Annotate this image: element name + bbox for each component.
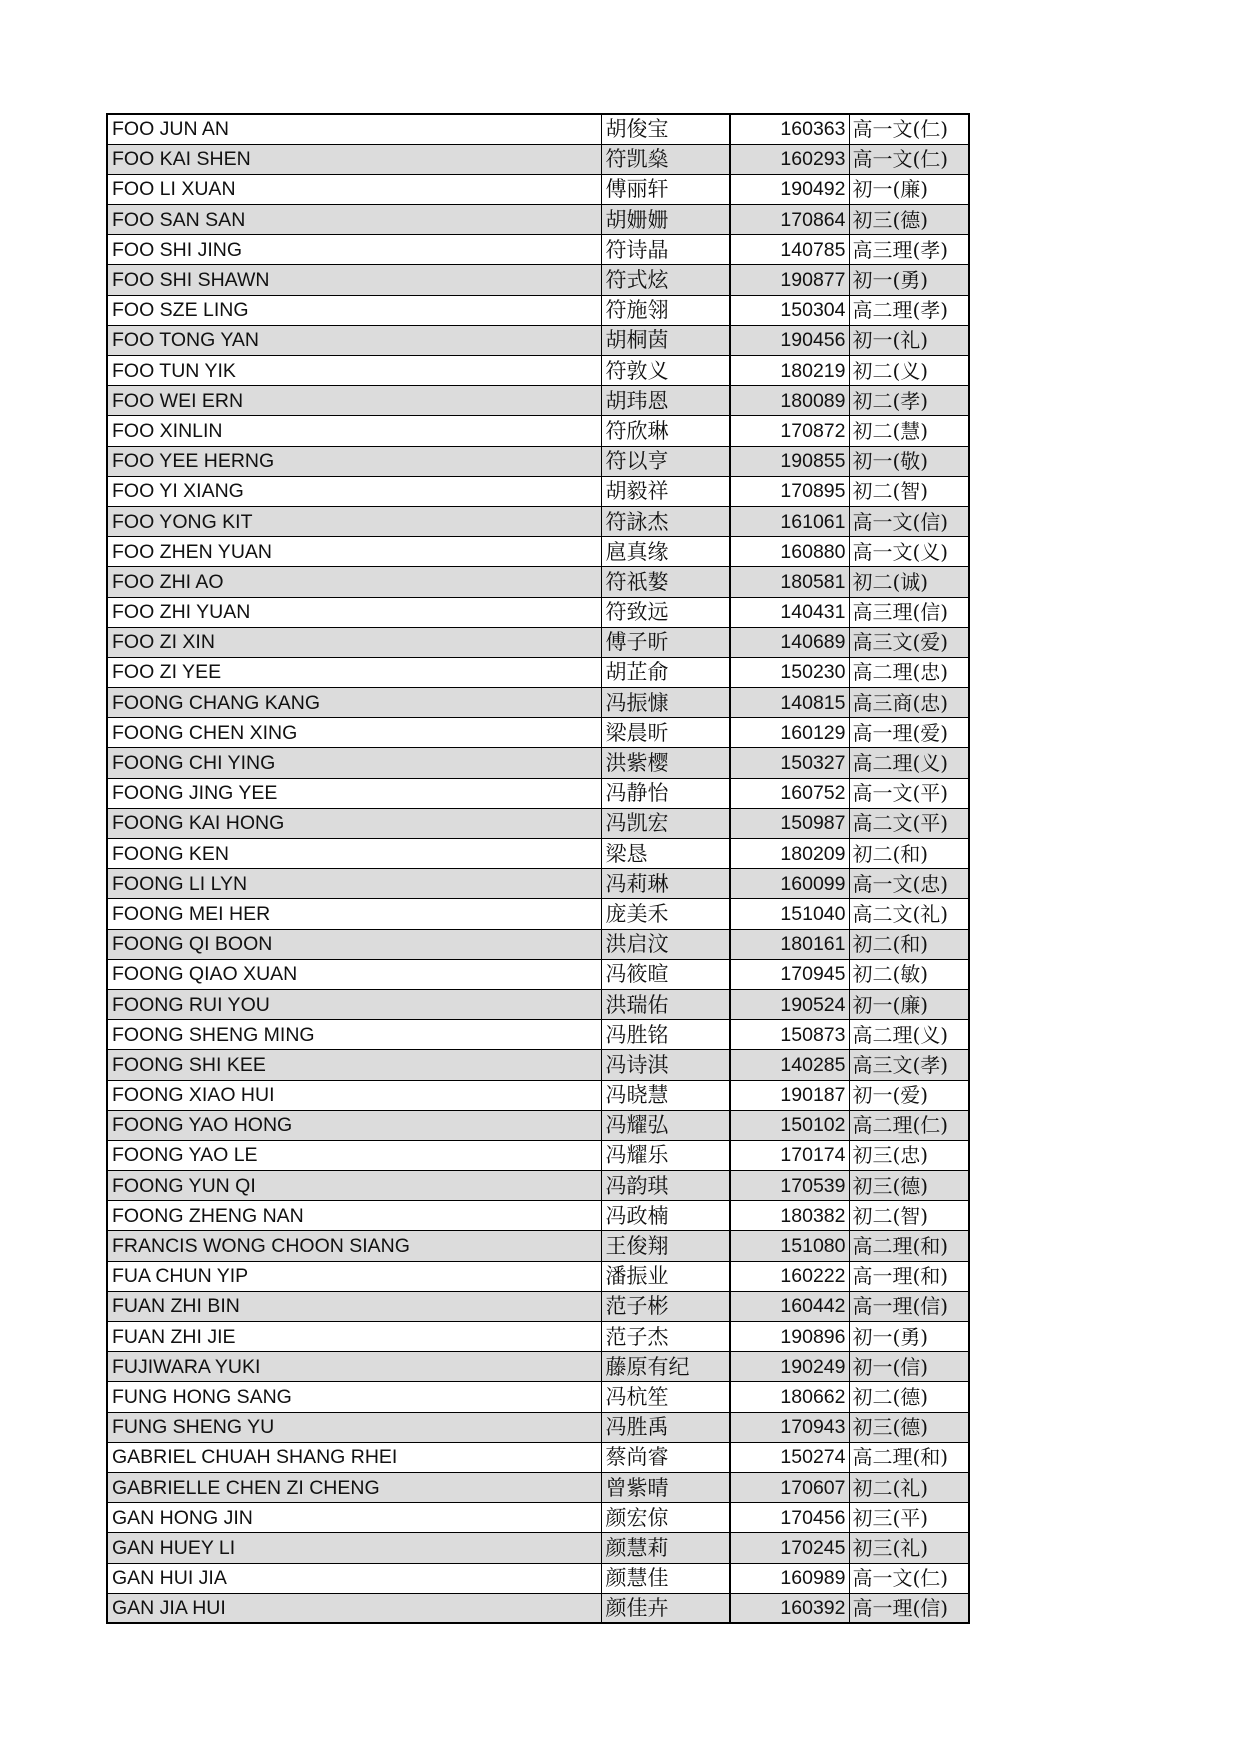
table-row: [107, 929, 969, 959]
class-cell: 初一(敬): [849, 446, 969, 476]
student-name-cell: FUAN ZHI JIE: [107, 1322, 601, 1352]
student-name-cell: GAN HONG JIN: [107, 1503, 601, 1533]
table-row: [107, 1291, 969, 1321]
class-cell: 初二(德): [849, 1382, 969, 1412]
class-cell: 初二(慧): [849, 416, 969, 446]
student-id-cell: 150327: [730, 748, 849, 778]
table-row: [107, 627, 969, 657]
table-row: [107, 386, 969, 416]
student-name-cell: FOONG LI LYN: [107, 869, 601, 899]
student-name-cell: FOONG CHANG KANG: [107, 688, 601, 718]
table-row: [107, 144, 969, 174]
class-cell: 高一理(信): [849, 1291, 969, 1321]
student-id-cell: 170872: [730, 416, 849, 446]
table-row: [107, 114, 969, 144]
table-row: [107, 1140, 969, 1170]
chinese-name-cell: 符詠杰: [601, 506, 730, 536]
table-row: [107, 356, 969, 386]
table-row: [107, 537, 969, 567]
chinese-name-cell: 胡桐茵: [601, 325, 730, 355]
student-id-cell: 170864: [730, 205, 849, 235]
student-name-cell: FOO YI XIANG: [107, 476, 601, 506]
class-cell: 高二理(和): [849, 1442, 969, 1472]
table-row: [107, 1231, 969, 1261]
table-row: [107, 1171, 969, 1201]
student-name-cell: FOO ZI XIN: [107, 627, 601, 657]
class-cell: 高二理(仁): [849, 1110, 969, 1140]
class-cell: 高三理(信): [849, 597, 969, 627]
class-cell: 高一文(义): [849, 537, 969, 567]
chinese-name-cell: 洪启汶: [601, 929, 730, 959]
class-cell: 初三(德): [849, 1171, 969, 1201]
class-cell: 高三文(爱): [849, 627, 969, 657]
class-cell: 初三(平): [849, 1503, 969, 1533]
table-row: [107, 657, 969, 687]
chinese-name-cell: 冯晓慧: [601, 1080, 730, 1110]
class-cell: 初二(诚): [849, 567, 969, 597]
student-id-cell: 150230: [730, 657, 849, 687]
class-cell: 初一(信): [849, 1352, 969, 1382]
chinese-name-cell: 洪紫樱: [601, 748, 730, 778]
chinese-name-cell: 胡玮恩: [601, 386, 730, 416]
student-name-cell: FOO ZHI AO: [107, 567, 601, 597]
class-cell: 初二(和): [849, 929, 969, 959]
table-row: [107, 1593, 969, 1623]
student-name-cell: FOO KAI SHEN: [107, 144, 601, 174]
student-id-cell: 150102: [730, 1110, 849, 1140]
student-id-cell: 170945: [730, 959, 849, 989]
chinese-name-cell: 胡俊宝: [601, 114, 730, 144]
table-row: [107, 1322, 969, 1352]
student-name-cell: FOO TUN YIK: [107, 356, 601, 386]
class-cell: 高一文(平): [849, 778, 969, 808]
student-name-cell: FOONG YUN QI: [107, 1171, 601, 1201]
student-name-cell: FOO ZHI YUAN: [107, 597, 601, 627]
student-id-cell: 160880: [730, 537, 849, 567]
class-cell: 初一(勇): [849, 265, 969, 295]
student-id-cell: 170607: [730, 1472, 849, 1502]
class-cell: 初二(和): [849, 839, 969, 869]
student-id-cell: 190456: [730, 325, 849, 355]
chinese-name-cell: 冯振慷: [601, 688, 730, 718]
chinese-name-cell: 符欣琳: [601, 416, 730, 446]
table-row: [107, 1563, 969, 1593]
student-id-cell: 190524: [730, 989, 849, 1019]
student-name-cell: FOONG QI BOON: [107, 929, 601, 959]
student-name-cell: FOONG QIAO XUAN: [107, 959, 601, 989]
class-cell: 高一理(和): [849, 1261, 969, 1291]
table-row: [107, 597, 969, 627]
student-id-cell: 190896: [730, 1322, 849, 1352]
chinese-name-cell: 冯耀弘: [601, 1110, 730, 1140]
class-cell: 初二(孝): [849, 386, 969, 416]
table-row: [107, 1020, 969, 1050]
chinese-name-cell: 梁晨昕: [601, 718, 730, 748]
table-row: [107, 1080, 969, 1110]
student-id-cell: 170456: [730, 1503, 849, 1533]
table-row: [107, 839, 969, 869]
table-row: [107, 748, 969, 778]
student-id-cell: 190855: [730, 446, 849, 476]
student-name-cell: FOO SHI SHAWN: [107, 265, 601, 295]
class-cell: 高二理(孝): [849, 295, 969, 325]
student-id-cell: 180209: [730, 839, 849, 869]
student-name-cell: FUNG HONG SANG: [107, 1382, 601, 1412]
student-id-cell: 180219: [730, 356, 849, 386]
class-cell: 初一(廉): [849, 989, 969, 1019]
student-name-cell: FOO TONG YAN: [107, 325, 601, 355]
table-row: [107, 506, 969, 536]
student-name-cell: GAN HUEY LI: [107, 1533, 601, 1563]
student-name-cell: FUA CHUN YIP: [107, 1261, 601, 1291]
chinese-name-cell: 藤原有纪: [601, 1352, 730, 1382]
student-name-cell: FOONG MEI HER: [107, 899, 601, 929]
chinese-name-cell: 庞美禾: [601, 899, 730, 929]
chinese-name-cell: 冯胜禹: [601, 1412, 730, 1442]
class-cell: 高一理(信): [849, 1593, 969, 1623]
student-id-cell: 190877: [730, 265, 849, 295]
table-row: [107, 1503, 969, 1533]
student-id-cell: 180382: [730, 1201, 849, 1231]
student-name-cell: FUJIWARA YUKI: [107, 1352, 601, 1382]
class-cell: 初一(礼): [849, 325, 969, 355]
table-row: [107, 1352, 969, 1382]
student-id-cell: 180581: [730, 567, 849, 597]
student-name-cell: GABRIEL CHUAH SHANG RHEI: [107, 1442, 601, 1472]
student-id-cell: 151040: [730, 899, 849, 929]
chinese-name-cell: 颜慧莉: [601, 1533, 730, 1563]
student-id-cell: 190187: [730, 1080, 849, 1110]
student-name-cell: FOO YEE HERNG: [107, 446, 601, 476]
class-cell: 高二理(忠): [849, 657, 969, 687]
student-id-cell: 150274: [730, 1442, 849, 1472]
chinese-name-cell: 符致远: [601, 597, 730, 627]
class-cell: 初二(智): [849, 1201, 969, 1231]
student-name-cell: FOO XINLIN: [107, 416, 601, 446]
class-cell: 初三(礼): [849, 1533, 969, 1563]
class-cell: 初二(礼): [849, 1472, 969, 1502]
table-row: [107, 899, 969, 929]
student-id-cell: 161061: [730, 506, 849, 536]
student-name-cell: FOONG RUI YOU: [107, 989, 601, 1019]
chinese-name-cell: 梁恳: [601, 839, 730, 869]
student-id-cell: 160363: [730, 114, 849, 144]
chinese-name-cell: 符以亨: [601, 446, 730, 476]
student-id-cell: 160099: [730, 869, 849, 899]
chinese-name-cell: 符施翎: [601, 295, 730, 325]
table-row: [107, 476, 969, 506]
class-cell: 高三理(孝): [849, 235, 969, 265]
chinese-name-cell: 曾紫晴: [601, 1472, 730, 1502]
table-row: [107, 295, 969, 325]
class-cell: 初一(爱): [849, 1080, 969, 1110]
chinese-name-cell: 洪瑞佑: [601, 989, 730, 1019]
chinese-name-cell: 符祇嫯: [601, 567, 730, 597]
table-row: [107, 959, 969, 989]
table-row: [107, 235, 969, 265]
student-name-cell: FOO YONG KIT: [107, 506, 601, 536]
chinese-name-cell: 颜佳卉: [601, 1593, 730, 1623]
table-row: [107, 265, 969, 295]
student-name-cell: FOONG SHI KEE: [107, 1050, 601, 1080]
student-name-cell: FOONG JING YEE: [107, 778, 601, 808]
student-name-cell: FUAN ZHI BIN: [107, 1291, 601, 1321]
class-cell: 初二(义): [849, 356, 969, 386]
student-id-cell: 170245: [730, 1533, 849, 1563]
table-row: [107, 325, 969, 355]
student-id-cell: 151080: [730, 1231, 849, 1261]
class-cell: 高一文(仁): [849, 144, 969, 174]
student-id-cell: 150987: [730, 808, 849, 838]
student-id-cell: 180089: [730, 386, 849, 416]
table-row: [107, 869, 969, 899]
chinese-name-cell: 潘振业: [601, 1261, 730, 1291]
student-name-cell: FUNG SHENG YU: [107, 1412, 601, 1442]
table-row: [107, 1382, 969, 1412]
student-name-cell: FOO JUN AN: [107, 114, 601, 144]
student-roster-table: [106, 113, 970, 1624]
student-id-cell: 190492: [730, 174, 849, 204]
student-name-cell: FOO ZHEN YUAN: [107, 537, 601, 567]
chinese-name-cell: 傅子昕: [601, 627, 730, 657]
class-cell: 初三(德): [849, 205, 969, 235]
class-cell: 高一文(仁): [849, 114, 969, 144]
student-name-cell: FOO LI XUAN: [107, 174, 601, 204]
student-name-cell: FOONG KAI HONG: [107, 808, 601, 838]
table-row: [107, 174, 969, 204]
student-name-cell: FOONG XIAO HUI: [107, 1080, 601, 1110]
chinese-name-cell: 扈真缘: [601, 537, 730, 567]
table-row: [107, 989, 969, 1019]
chinese-name-cell: 胡姗姗: [601, 205, 730, 235]
class-cell: 高二理(义): [849, 748, 969, 778]
table-row: [107, 1442, 969, 1472]
chinese-name-cell: 冯韵琪: [601, 1171, 730, 1201]
student-name-cell: FOONG YAO HONG: [107, 1110, 601, 1140]
student-id-cell: 190249: [730, 1352, 849, 1382]
student-id-cell: 160442: [730, 1291, 849, 1321]
table-row: [107, 1472, 969, 1502]
student-id-cell: 150873: [730, 1020, 849, 1050]
class-cell: 高一理(爱): [849, 718, 969, 748]
chinese-name-cell: 冯筱暄: [601, 959, 730, 989]
student-name-cell: FOO WEI ERN: [107, 386, 601, 416]
chinese-name-cell: 冯莉琳: [601, 869, 730, 899]
student-id-cell: 140815: [730, 688, 849, 718]
class-cell: 高二文(平): [849, 808, 969, 838]
class-cell: 初一(勇): [849, 1322, 969, 1352]
chinese-name-cell: 符诗晶: [601, 235, 730, 265]
student-id-cell: 160222: [730, 1261, 849, 1291]
student-id-cell: 140689: [730, 627, 849, 657]
student-id-cell: 160989: [730, 1563, 849, 1593]
student-id-cell: 160129: [730, 718, 849, 748]
chinese-name-cell: 符式炫: [601, 265, 730, 295]
class-cell: 高一文(仁): [849, 1563, 969, 1593]
class-cell: 初二(敏): [849, 959, 969, 989]
class-cell: 高三文(孝): [849, 1050, 969, 1080]
class-cell: 初三(德): [849, 1412, 969, 1442]
chinese-name-cell: 颜宏倞: [601, 1503, 730, 1533]
chinese-name-cell: 冯静怡: [601, 778, 730, 808]
student-id-cell: 180662: [730, 1382, 849, 1412]
student-id-cell: 140785: [730, 235, 849, 265]
chinese-name-cell: 符凯燊: [601, 144, 730, 174]
chinese-name-cell: 范子彬: [601, 1291, 730, 1321]
student-id-cell: 160752: [730, 778, 849, 808]
chinese-name-cell: 颜慧佳: [601, 1563, 730, 1593]
roster-body: [107, 114, 969, 1623]
class-cell: 高一文(信): [849, 506, 969, 536]
class-cell: 初二(智): [849, 476, 969, 506]
class-cell: 初一(廉): [849, 174, 969, 204]
student-id-cell: 160392: [730, 1593, 849, 1623]
student-name-cell: FOONG YAO LE: [107, 1140, 601, 1170]
student-name-cell: FOONG CHEN XING: [107, 718, 601, 748]
table-row: [107, 1201, 969, 1231]
student-id-cell: 160293: [730, 144, 849, 174]
student-name-cell: FOO SHI JING: [107, 235, 601, 265]
student-name-cell: GABRIELLE CHEN ZI CHENG: [107, 1472, 601, 1502]
chinese-name-cell: 冯政楠: [601, 1201, 730, 1231]
table-row: [107, 1261, 969, 1291]
table-row: [107, 416, 969, 446]
class-cell: 高一文(忠): [849, 869, 969, 899]
table-row: [107, 446, 969, 476]
table-row: [107, 567, 969, 597]
chinese-name-cell: 胡毅祥: [601, 476, 730, 506]
student-id-cell: 170943: [730, 1412, 849, 1442]
table-row: [107, 1412, 969, 1442]
table-row: [107, 688, 969, 718]
chinese-name-cell: 胡芷俞: [601, 657, 730, 687]
chinese-name-cell: 冯凯宏: [601, 808, 730, 838]
student-id-cell: 170895: [730, 476, 849, 506]
student-name-cell: FOONG SHENG MING: [107, 1020, 601, 1050]
student-id-cell: 180161: [730, 929, 849, 959]
table-row: [107, 205, 969, 235]
student-name-cell: FRANCIS WONG CHOON SIANG: [107, 1231, 601, 1261]
class-cell: 高二理(和): [849, 1231, 969, 1261]
table-row: [107, 778, 969, 808]
table-row: [107, 1110, 969, 1140]
class-cell: 高二理(义): [849, 1020, 969, 1050]
table-row: [107, 1533, 969, 1563]
chinese-name-cell: 王俊翔: [601, 1231, 730, 1261]
chinese-name-cell: 冯杭笙: [601, 1382, 730, 1412]
student-name-cell: FOONG KEN: [107, 839, 601, 869]
student-name-cell: FOONG CHI YING: [107, 748, 601, 778]
class-cell: 高二文(礼): [849, 899, 969, 929]
student-id-cell: 170539: [730, 1171, 849, 1201]
chinese-name-cell: 傅丽轩: [601, 174, 730, 204]
student-name-cell: FOO ZI YEE: [107, 657, 601, 687]
chinese-name-cell: 冯诗淇: [601, 1050, 730, 1080]
student-name-cell: FOO SZE LING: [107, 295, 601, 325]
chinese-name-cell: 冯耀乐: [601, 1140, 730, 1170]
class-cell: 初三(忠): [849, 1140, 969, 1170]
student-name-cell: FOONG ZHENG NAN: [107, 1201, 601, 1231]
student-name-cell: GAN JIA HUI: [107, 1593, 601, 1623]
table-row: [107, 1050, 969, 1080]
chinese-name-cell: 符敦义: [601, 356, 730, 386]
student-id-cell: 140431: [730, 597, 849, 627]
student-name-cell: GAN HUI JIA: [107, 1563, 601, 1593]
student-id-cell: 170174: [730, 1140, 849, 1170]
table-row: [107, 808, 969, 838]
class-cell: 高三商(忠): [849, 688, 969, 718]
table-row: [107, 718, 969, 748]
chinese-name-cell: 冯胜铭: [601, 1020, 730, 1050]
student-id-cell: 150304: [730, 295, 849, 325]
student-name-cell: FOO SAN SAN: [107, 205, 601, 235]
chinese-name-cell: 蔡尚睿: [601, 1442, 730, 1472]
chinese-name-cell: 范子杰: [601, 1322, 730, 1352]
student-id-cell: 140285: [730, 1050, 849, 1080]
